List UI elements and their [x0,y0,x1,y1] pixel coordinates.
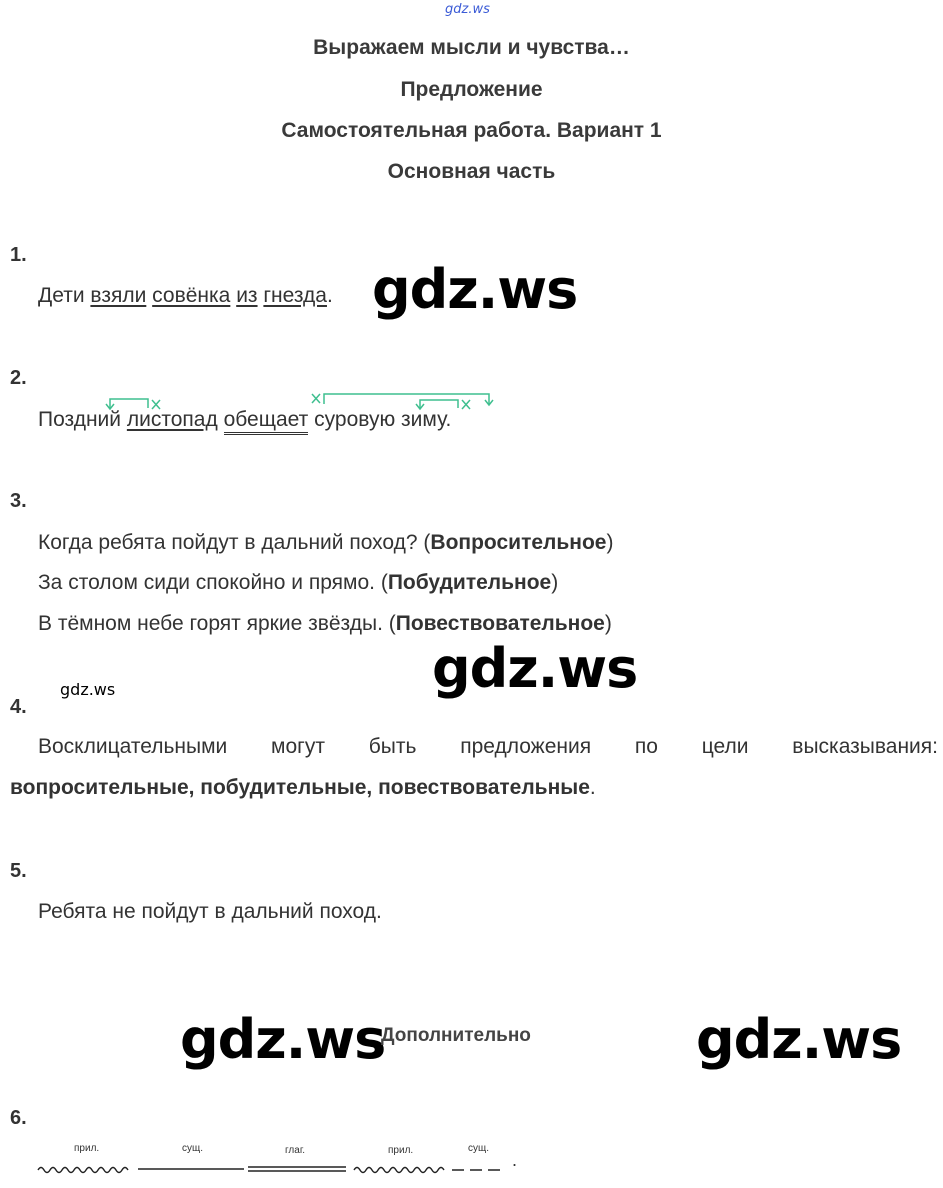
watermark-4: gdz.ws [696,1008,902,1071]
label-noun-1: сущ. [182,1143,204,1154]
word-predicate: обещает [224,408,309,435]
label-adjective-2: прил. [388,1145,414,1156]
answer-declarative: повествовательные [378,776,590,799]
sentence-period: . [326,284,333,307]
task-3-sentence-1 [38,531,613,555]
task-5-sentence: Ребята не пойдут в дальний поход. [38,900,382,923]
page-title: Выражаем мысли и чувства… [313,36,630,59]
wavy-line-2 [354,1168,444,1173]
paren-close: ) [606,531,614,554]
task-number-1: 1. [10,244,27,266]
watermark-2: gdz.ws [432,637,638,700]
label-adjective-1: прил. [74,1143,100,1154]
word-object: зиму [401,408,446,431]
task-number-6: 6. [10,1107,27,1129]
word-predicate: взяли [90,284,147,307]
task-number-5: 5. [10,860,27,882]
paren-close: ) [551,571,559,594]
sentence-period: . [445,408,452,431]
sentence-period: . [589,776,596,799]
sentence-type: Вопросительное [430,531,607,554]
word-adverbial: гнезда [263,284,327,307]
task-4-text: Восклицательными могут быть предложения по цели высказывания: [38,735,938,758]
watermark-small: gdz.ws [60,680,116,699]
task-3-sentence-2 [38,571,558,595]
sentence-scheme [36,1160,516,1176]
word-object: совёнка [152,284,231,307]
answer-interrogative: вопросительные [10,776,189,799]
word-subject: Дети [38,284,85,307]
label-noun-2: сущ. [468,1143,490,1154]
watermark-3: gdz.ws [180,1008,386,1071]
task-number-3: 3. [10,490,27,512]
wavy-line-1 [38,1168,128,1173]
topic-title: Предложение [400,78,543,101]
sentence-type: Повествовательное [395,612,605,635]
sentence-text: За столом сиди спокойно и прямо. ( [38,571,388,594]
section-title: Основная часть [387,160,556,183]
task-number-2: 2. [10,367,27,389]
scheme-period: . [512,1150,518,1170]
task-1-sentence [38,284,333,308]
sentence-type: Побудительное [387,571,552,594]
answer-imperative: побудительные [200,776,367,799]
work-title: Самостоятельная работа. Вариант 1 [281,119,662,142]
watermark-1: gdz.ws [372,258,578,321]
watermark-top: gdz.ws [445,2,490,17]
task-3-sentence-3 [38,612,612,636]
word-subject: листопад [126,408,218,431]
paren-close: ) [604,612,612,635]
label-verb: глаг. [285,1145,306,1156]
word-attribute: Поздний [38,408,122,431]
word-attribute: суровую [314,408,396,431]
word-preposition: из [236,284,258,307]
task-2-sentence [38,408,451,432]
task-4-answer [10,776,596,800]
extra-section-title: Дополнительно [381,1025,531,1046]
task-number-4: 4. [10,696,27,718]
sentence-text: В тёмном небе горят яркие звёзды. ( [38,612,396,635]
separator: , [366,776,379,799]
separator: , [188,776,201,799]
sentence-text: Когда ребята пойдут в дальний поход? ( [38,531,431,554]
